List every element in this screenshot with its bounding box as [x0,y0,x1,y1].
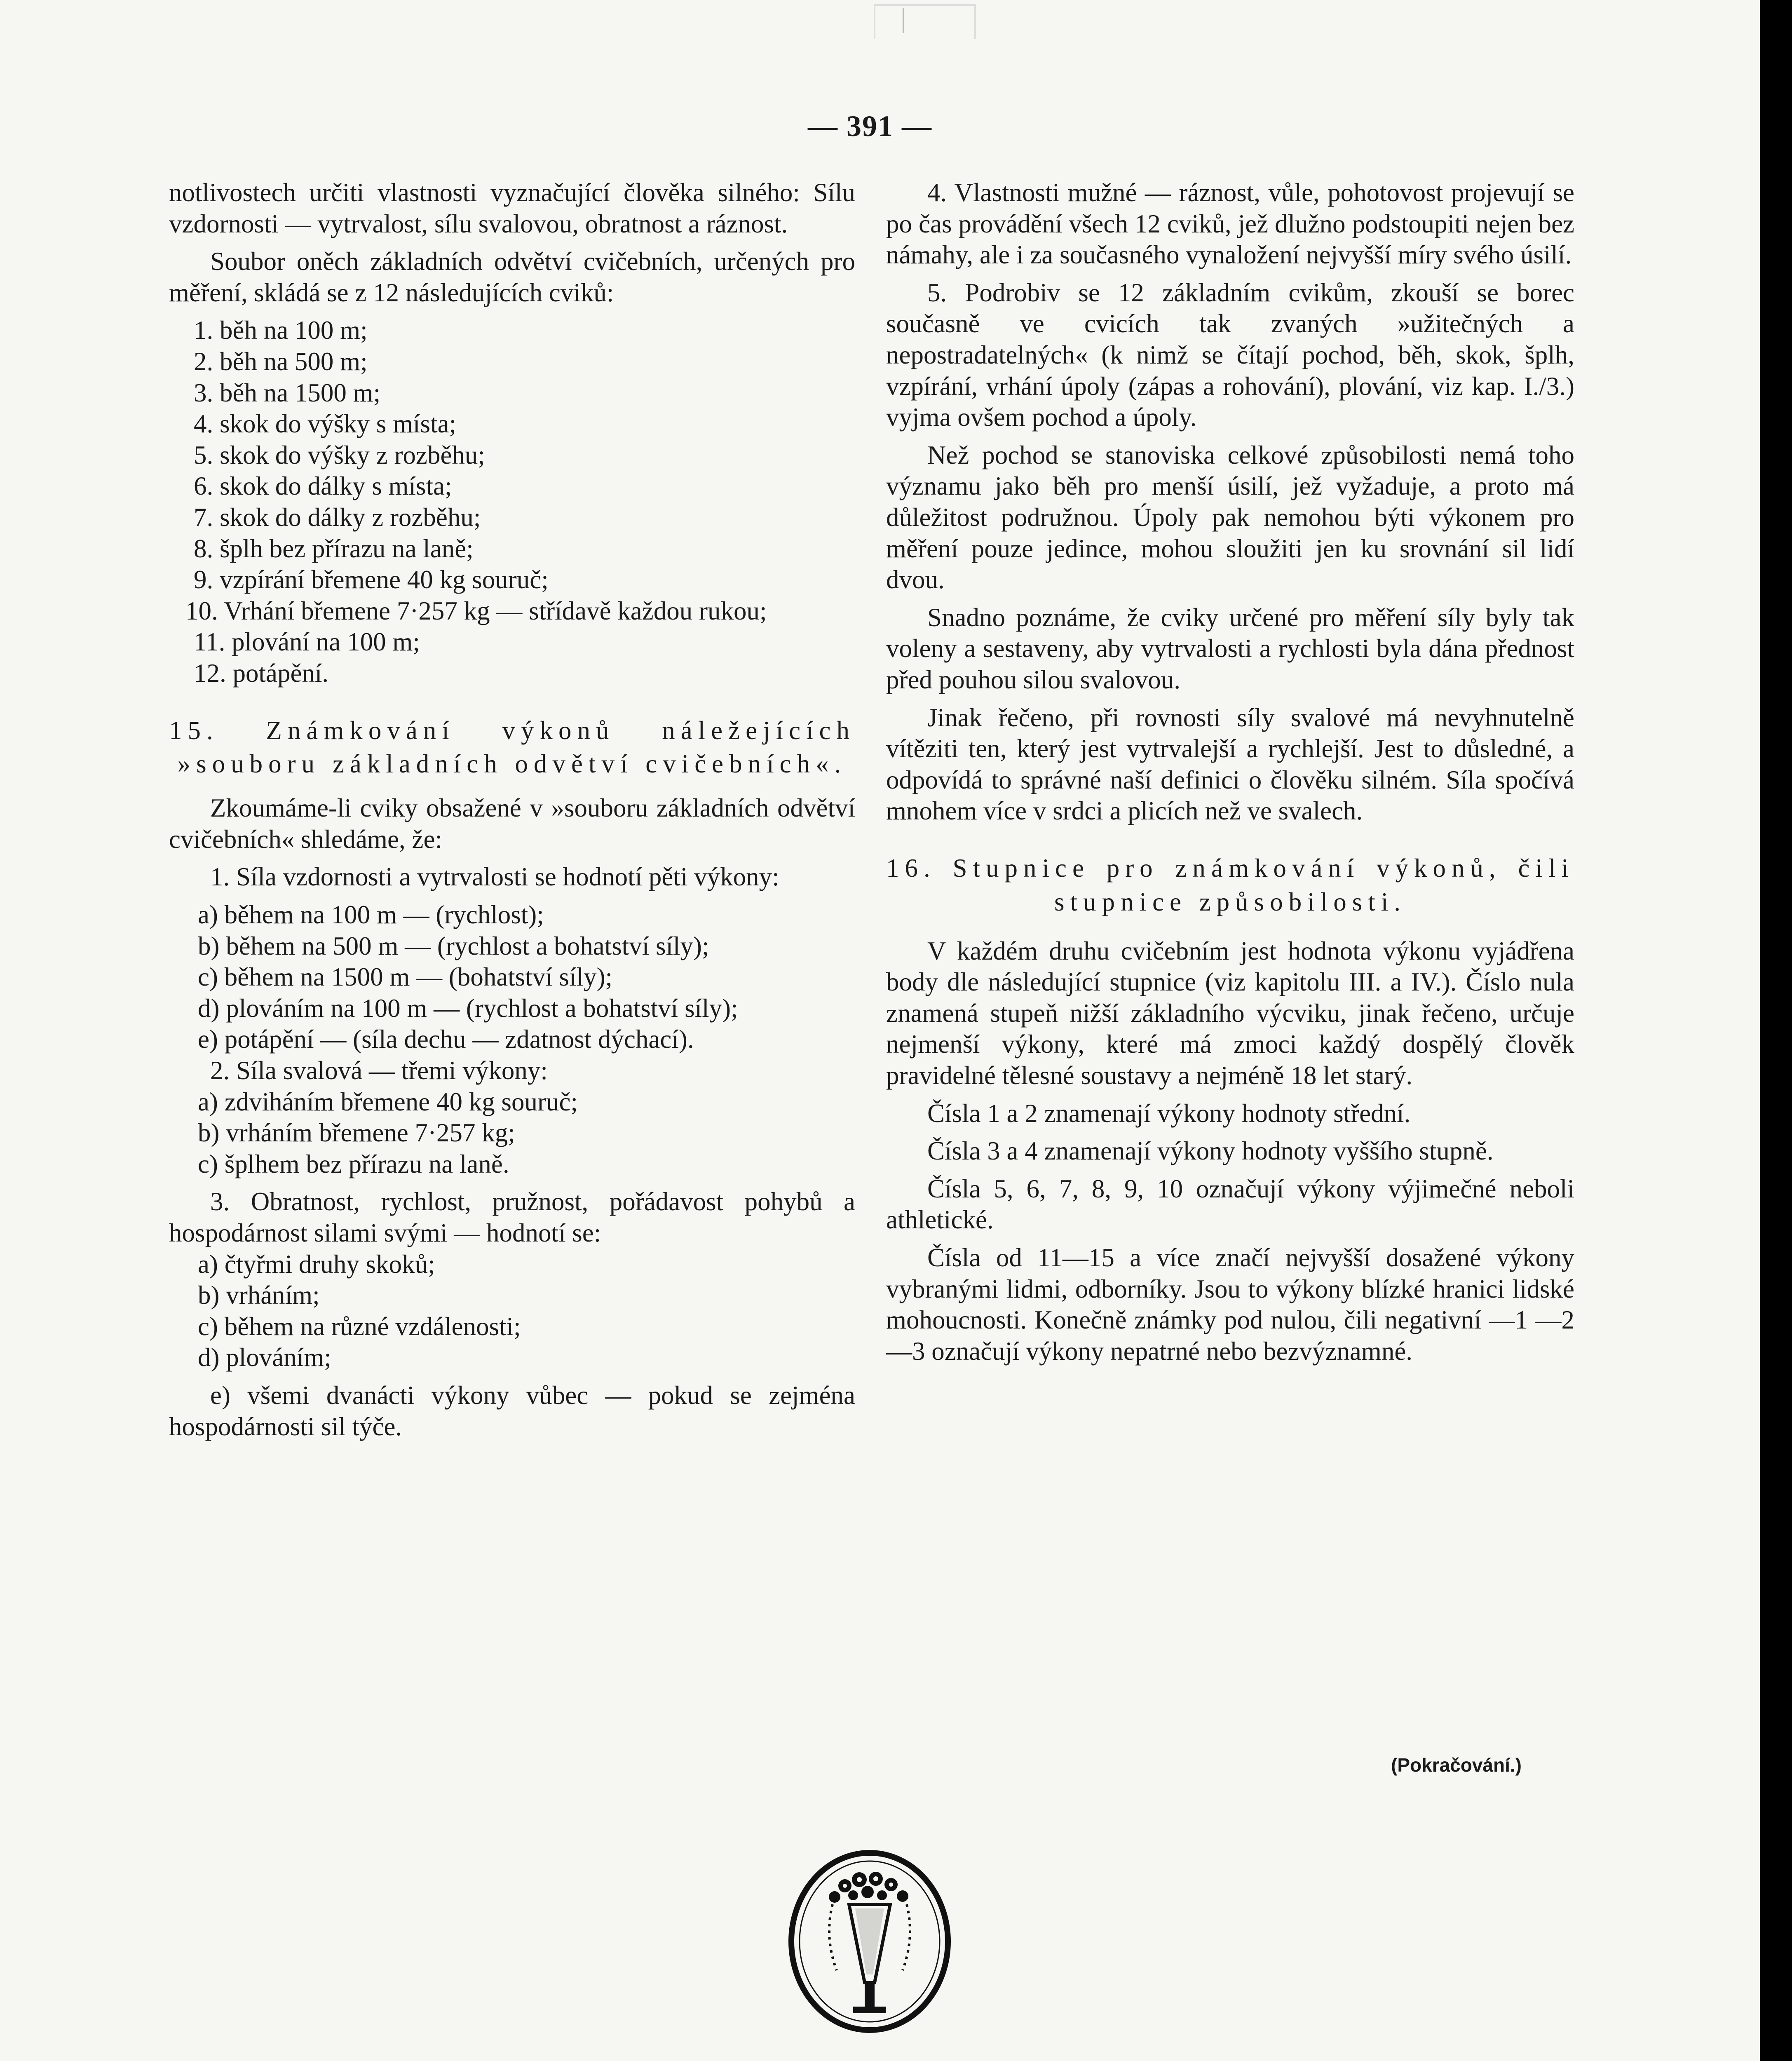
list-item: 2. běh na 500 m; [194,347,368,376]
exercise-list [169,315,855,689]
paragraph: Čísla od 11—15 a více značí nejvyšší dosažené výkony vybranými lidmi, odborníky. Jsou to výkony blízké hranici lidské mohoucnosti. Konečně známky pod nulou, čili negativní —1 —2 —3 označují výkony nepatrné nebo bezvýznamné. [886,1243,1574,1366]
intro-paragraph: notlivostech určiti vlastnosti vyznačující člověka silného: Sílu vzdornosti — vytrvalost, sílu svalovou, obratnost a ráznost. [169,178,855,238]
list-item: 9. vzpírání břemene 40 kg souruč; [194,565,549,594]
sub-item: a) čtyřmi druhy skoků; [198,1249,435,1279]
scan-smudge [903,8,904,33]
point-2: 2. Síla svalová — třemi výkony: [210,1056,548,1085]
point-1: 1. Síla vzdornosti a vytrvalosti se hodnotí pěti výkony: [210,862,779,892]
list-item: 5. skok do výšky z rozběhu; [194,440,485,469]
sub-item: b) vrháním břemene 7·257 kg; [198,1118,515,1148]
sub-item: c) šplhem bez přírazu na laně. [198,1149,509,1178]
sub-item: c) během na 1500 m — (bohatství síly); [198,962,613,992]
paragraph: Jinak řečeno, při rovnosti síly svalové má nevyhnutelně vítěziti ten, který jest vytrvalejší a rychlejší. Jest to důsledné, a odpovídá to správné naší definici o člověku silném. Síla spočívá mnohem více v srdci a plicích než ve svalech. [886,703,1574,826]
sub-item: c) během na různé vzdálenosti; [198,1312,521,1341]
paragraph: Snadno poznáme, že cviky určené pro měření síly byly tak voleny a sestaveny, aby vytrvalosti a rychlosti byla dána přednost před pouhou silou svalovou. [886,603,1574,694]
paragraph: Čísla 1 a 2 znamenají výkony hodnoty střední. [927,1099,1411,1128]
left-column [169,177,855,1449]
continuation-note: (Pokračování.) [1391,1754,1522,1776]
section-15-intro: Zkoumáme-li cviky obsažené v »souboru základních odvětví cvičebních« shledáme, že: [169,793,855,854]
vase-vignette-icon [783,1847,956,2036]
list-item: 8. šplh bez přírazu na laně; [194,534,474,563]
paragraph: V každém druhu cvičebním jest hodnota výkonu vyjádřena body dle následující stupnice (viz kapitolu III. a IV.). Číslo nula znamená stupeň nižší základního výcviku, jinak řečeno, určuje nejmenší výkony, které má zmoci každý dospělý člověk pravidelné tělesné soustavy a nejméně 18 let starý. [886,936,1574,1090]
paragraph: Čísla 5, 6, 7, 8, 9, 10 označují výkony výjimečné neboli athletické. [886,1174,1574,1235]
section-16-heading: 16. Stupnice pro známkování výkonů, čili stupnice způsobilosti. [886,853,1574,916]
sub-item: b) během na 500 m — (rychlost a bohatství síly); [198,931,709,960]
list-item: 11. plování na 100 m; [194,627,420,657]
sub-item: d) plováním; [198,1343,331,1372]
scan-smudge [874,4,976,39]
list-item: 3. běh na 1500 m; [194,378,381,407]
sub-item: a) zdviháním břemene 40 kg souruč; [198,1087,578,1116]
list-item: 6. skok do dálky s místa; [194,472,452,501]
sub-item: e) potápění — (síla dechu — zdatnost dýchací). [198,1025,694,1054]
point-3e: e) všemi dvanácti výkony vůbec — pokud se zejména hospodárnosti sil týče. [169,1380,855,1441]
sub-item: d) plováním na 100 m — (rychlost a bohatství síly); [198,993,738,1023]
sub-item: b) vrháním; [198,1281,320,1310]
list-item: 1. běh na 100 m; [194,316,368,345]
paragraph: Než pochod se stanoviska celkové způsobilosti nemá toho významu jako běh pro menší úsilí, jež vyžaduje, a proto má důležitost podružnou. Úpoly pak nemohou býti výkonem pro měření pouze jedince, mohou sloužiti jen ku srovnání sil lidí dvou. [886,440,1574,594]
list-item: 12. potápění. [194,658,329,688]
point-5: 5. Podrobiv se 12 základním cvikům, zkouší se borec současně ve cvicích tak zvaných »užitečných a nepostradatelných« (k nimž se čítají pochod, běh, skok, šplh, vzpírání, vrhání úpoly (zápas a rohování), plování, viz kap. I./3.) vyjma ovšem pochod a úpoly. [886,278,1574,432]
point-4: 4. Vlastnosti mužné — ráznost, vůle, pohotovost projevují se po čas provádění všech 12 cviků, jež dlužno podstoupiti nejen bez námahy, ale i za současného vynaložení nejvyšší míry svého úsilí. [886,178,1574,270]
list-item: 7. skok do dálky z rozběhu; [194,502,481,532]
point-3: 3. Obratnost, rychlost, pružnost, pořádavost pohybů a hospodárnost silami svými — hodnotí se: [169,1187,855,1247]
paragraph: Čísla 3 a 4 znamenají výkony hodnoty vyššího stupně. [927,1136,1494,1166]
section-15-heading: 15. Známkování výkonů náležejících »souboru základních odvětví cvičebních«. [169,716,855,779]
list-item: 10. Vrhání břemene 7·257 kg — střídavě každou rukou; [185,596,767,625]
page-number: — 391 — [808,110,932,143]
sub-item: a) během na 100 m — (rychlost); [198,900,544,930]
right-column [886,177,1574,1373]
list-item: 4. skok do výšky s místa; [194,409,457,439]
soubor-paragraph: Soubor oněch základních odvětví cvičebních, určených pro měření, skládá se z 12 následujících cviků: [169,247,855,307]
